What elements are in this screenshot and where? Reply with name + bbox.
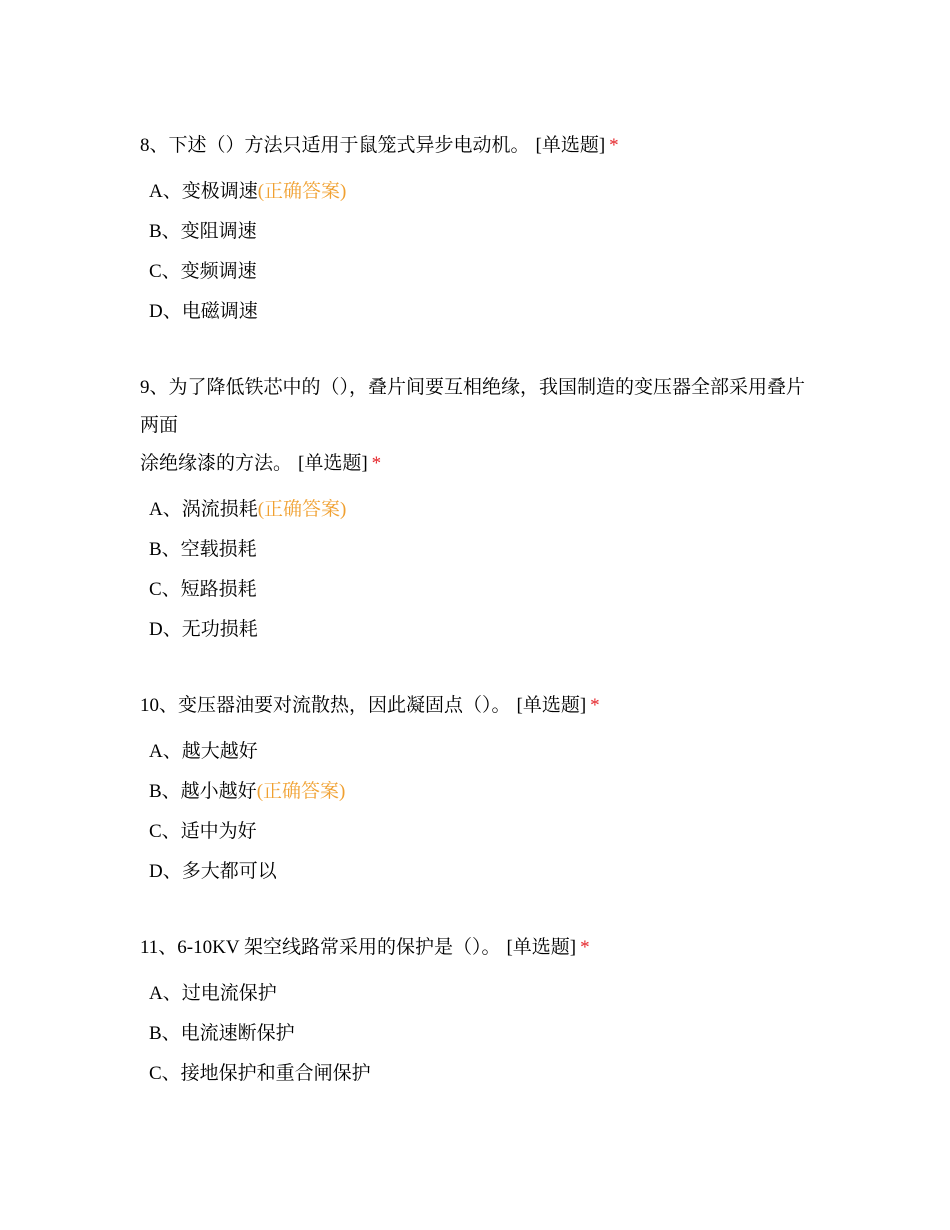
question-8: [140, 127, 820, 332]
question-title: [140, 127, 820, 165]
option-list: [149, 172, 820, 332]
option-item: D、电磁调速: [149, 301, 258, 322]
option-item: B、电流速断保护: [149, 1023, 295, 1044]
question-title: [140, 687, 820, 725]
question-text-line: 涂绝缘漆的方法。 [单选题] *: [140, 453, 382, 474]
option-item: C、接地保护和重合闸保护: [149, 1063, 371, 1084]
option-item: C、适中为好: [149, 821, 257, 842]
option-list: [149, 490, 820, 650]
question-9: [140, 369, 820, 650]
question-10: [140, 687, 820, 892]
question-text-line: 8、下述（）方法只适用于鼠笼式异步电动机。 [单选题] *: [140, 135, 619, 156]
option-item: D、多大都可以: [149, 861, 277, 882]
question-11: [140, 929, 820, 1094]
question-text-line: 两面: [140, 415, 179, 436]
required-mark: *: [590, 695, 600, 716]
question-text-line: 9、为了降低铁芯中的（），叠片间要互相绝缘，我国制造的变压器全部采用叠片: [140, 377, 806, 398]
required-mark: *: [580, 937, 590, 958]
question-type-label: [单选题]: [516, 695, 587, 716]
required-mark: *: [371, 453, 382, 474]
correct-answer-tag: (正确答案): [256, 781, 346, 802]
option-item: A、变极调速(正确答案): [149, 181, 347, 202]
option-item: A、越大越好: [149, 741, 258, 762]
question-title: [140, 929, 820, 967]
option-item: C、变频调速: [149, 261, 257, 282]
question-type-label: [单选题]: [506, 937, 577, 958]
option-item: A、过电流保护: [149, 983, 277, 1004]
option-item: A、涡流损耗(正确答案): [149, 499, 347, 520]
option-item: B、越小越好(正确答案): [149, 781, 346, 802]
option-item: D、无功损耗: [149, 619, 258, 640]
option-item: B、空载损耗: [149, 539, 257, 560]
question-type-label: [单选题]: [535, 135, 606, 156]
option-item: C、短路损耗: [149, 579, 257, 600]
option-item: B、变阻调速: [149, 221, 257, 242]
correct-answer-tag: (正确答案): [257, 499, 347, 520]
required-mark: *: [609, 135, 619, 156]
question-title: [140, 369, 820, 483]
option-list: [149, 732, 820, 892]
question-text-line: 10、变压器油要对流散热，因此凝固点（）。 [单选题] *: [140, 695, 600, 716]
option-list: [149, 974, 820, 1094]
question-type-label: [单选题]: [298, 453, 368, 474]
correct-answer-tag: (正确答案): [257, 181, 347, 202]
question-text-line: 11、6-10KV 架空线路常采用的保护是（）。 [单选题] *: [140, 937, 590, 958]
